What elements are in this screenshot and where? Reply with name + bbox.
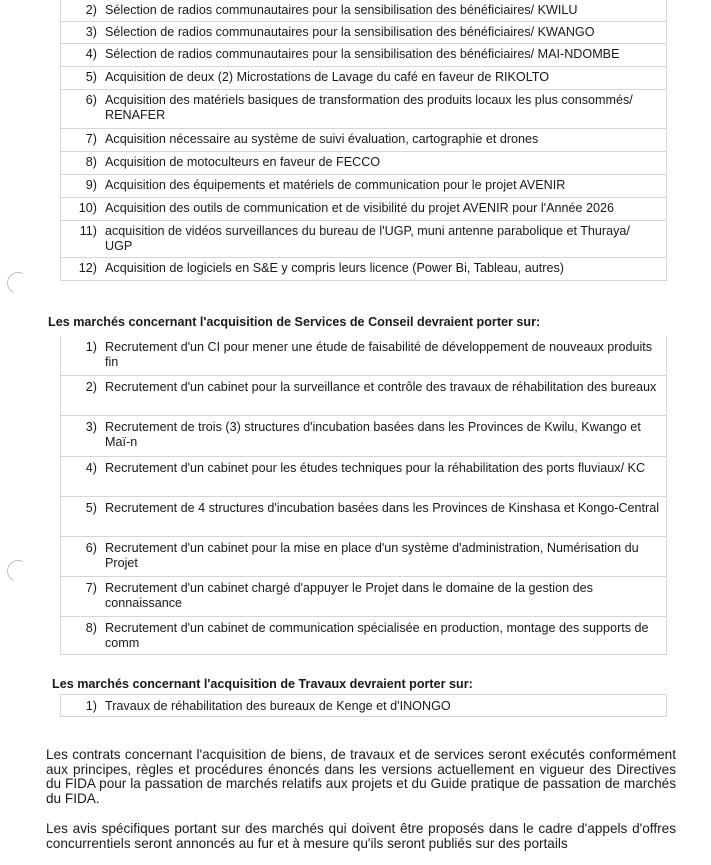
item-text: Recrutement de 4 structures d'incubation basées dans les Provinces de Kinshasa et Kongo-Central [105,501,660,515]
table-row [61,336,666,376]
table-row [61,537,666,577]
table-row [61,617,666,655]
works-procurement-table [60,694,667,717]
services-heading: Les marchés concernant l'acquisition de Services de Conseil devraient porter sur: [48,315,541,329]
table-row [61,695,666,717]
item-text: Acquisition de deux (2) Microstations de Lavage du café en faveur de RIKOLTO [105,70,550,84]
works-heading: Les marchés concernant l'acquisition de Travaux devraient porter sur: [52,677,473,691]
item-text: Recrutement d'un CI pour mener une étude de faisabilité de développement de nouveaux produits fin [105,340,653,369]
table-row [61,416,666,457]
item-number: 1) [85,699,97,713]
table-row [61,129,666,152]
item-number: 10) [78,201,97,215]
contracts-paragraph: Les contrats concernant l'acquisition de biens, de travaux et de services seront exécutés conformément aux principes, règles et procédures énoncés dans les versions actuellement en vigueur des Directives du FIDA pour la passation de marchés relatifs aux projets et du Guide pratique de passation de marchés du FIDA. [46,747,676,806]
table-row [61,577,666,617]
table-row [61,22,666,44]
item-text: Recrutement d'un cabinet pour les études techniques pour la réhabilitation des ports fluviaux/ KC [105,461,646,475]
item-number: 12) [78,261,97,275]
item-text: Recrutement d'un cabinet chargé d'appuyer le Projet dans le domaine de la gestion des connaissance [105,581,593,610]
item-number: 6) [85,541,97,555]
item-number: 4) [85,461,97,475]
table-row [61,44,666,67]
item-number: 3) [85,25,97,39]
item-number: 11) [79,224,97,238]
item-number: 7) [85,132,97,146]
item-number: 7) [85,581,97,595]
item-text: Recrutement d'un cabinet de communication spécialisée en production, montage des supports de comm [105,621,649,650]
table-row [61,497,666,537]
item-number: 2) [85,380,97,394]
item-number: 8) [85,621,97,635]
table-row [61,67,666,90]
item-text: Sélection de radios communautaires pour la sensibilisation des bénéficiaires/ KWANGO [105,25,595,39]
item-text: Acquisition des outils de communication et de visibilité du projet AVENIR pour l'Année 2026 [105,201,615,215]
punch-hole-mark [4,269,32,297]
item-number: 8) [85,155,97,169]
item-number: 1) [85,340,97,354]
item-number: 6) [85,93,97,107]
item-number: 2) [85,3,97,17]
punch-hole-mark [4,557,32,585]
item-number: 4) [85,47,97,61]
table-row [61,221,666,258]
item-number: 5) [85,70,97,84]
table-row [61,175,666,198]
item-text: Travaux de réhabilitation des bureaux de Kenge et d'INONGO [105,699,451,713]
item-text: Recrutement d'un cabinet pour la mise en place d'un système d'administration, Numérisation du Projet [105,541,639,570]
notices-paragraph: Les avis spécifiques portant sur des marchés qui doivent être proposés dans le cadre d'appels d'offres concurrentiels seront annoncés au fur et à mesure qu'ils seront publiés sur des portails [46,821,676,851]
table-row [61,258,666,281]
item-text: Recrutement de trois (3) structures d'incubation basées dans les Provinces de Kwilu, Kwango et Maï-n [105,420,641,449]
services-procurement-table [60,336,667,655]
table-row [61,376,666,416]
item-text: Sélection de radios communautaires pour la sensibilisation des bénéficiaires/ KWILU [105,3,578,17]
goods-procurement-table [60,0,667,281]
table-row [61,198,666,221]
item-text: Acquisition des matériels basiques de transformation des produits locaux les plus consommés/ RENAFER [105,93,633,122]
table-row [61,152,666,175]
item-text: Acquisition des équipements et matériels de communication pour le projet AVENIR [105,178,566,192]
item-number: 3) [85,420,97,434]
item-text: Recrutement d'un cabinet pour la surveillance et contrôle des travaux de réhabilitation des bureaux [105,380,657,394]
item-number: 9) [85,178,97,192]
table-row [61,90,666,129]
item-number: 5) [85,501,97,515]
item-text: Sélection de radios communautaires pour la sensibilisation des bénéficiaires/ MAI-NDOMBE [105,47,620,61]
item-text: Acquisition de motoculteurs en faveur de FECCO [105,155,381,169]
item-text: Acquisition de logiciels en S&E y compris leurs licence (Power Bi, Tableau, autres) [105,261,564,275]
item-text: Acquisition nécessaire au système de suivi évaluation, cartographie et drones [105,132,539,146]
item-text: acquisition de vidéos surveillances du bureau de l'UGP, muni antenne parabolique et Thuraya/ UGP [105,224,630,253]
table-row [61,0,666,22]
table-row [61,457,666,497]
